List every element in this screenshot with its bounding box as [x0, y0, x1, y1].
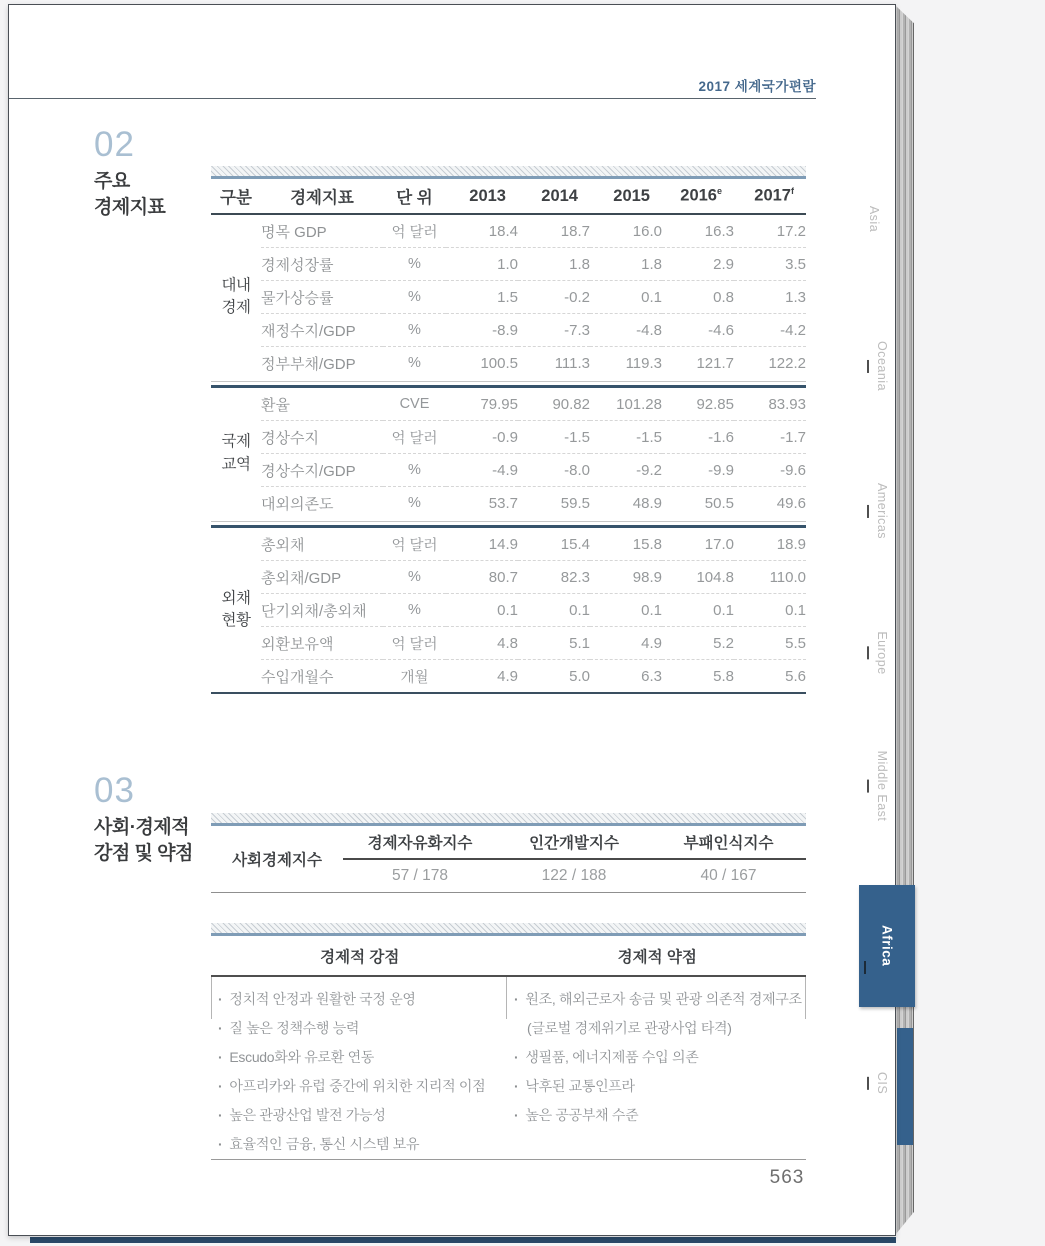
value-cell: 15.4 [560, 535, 590, 553]
indicator-label: 총외채 [261, 536, 305, 554]
value-cell: -4.9 [446, 454, 518, 487]
strength-item: · 높은 관광산업 발전 가능성 [218, 1101, 502, 1130]
socioeconomic-index-table [211, 813, 806, 893]
region-tab-africa [859, 885, 915, 1007]
value-cell: 92.85 [696, 395, 734, 413]
value-cell: 83.93 [768, 395, 806, 413]
table-row [211, 421, 806, 454]
value-cell: 5.8 [662, 660, 734, 694]
tab-label: Africa [879, 925, 895, 967]
value-cell: 5.2 [662, 627, 734, 660]
value-cell: 18.9 [776, 535, 806, 553]
value-cell: 4.9 [590, 627, 662, 660]
unit-label: 억 달러 [391, 224, 438, 241]
section-title-line2: 경제지표 [94, 197, 166, 218]
strength-item: · 효율적인 금융, 통신 시스템 보유 [218, 1130, 502, 1159]
indicator-label: 수입개월수 [261, 660, 383, 694]
index-value: 40 / 167 [700, 867, 757, 884]
value-cell: 0.8 [662, 281, 734, 314]
group-label: 대내 경제 [221, 276, 251, 316]
weakness-item: · 높은 공공부채 수준 [514, 1101, 804, 1130]
unit-label: % [383, 454, 446, 487]
unit-label: 억 달러 [383, 627, 446, 660]
value-cell: 5.6 [734, 660, 806, 694]
value-cell: 1.8 [518, 248, 590, 281]
value-cell: 104.8 [662, 561, 734, 594]
index-column-header: 부패인식지수 [651, 826, 806, 859]
indicator-label: 단기외채/총외채 [261, 594, 383, 627]
table-row [211, 487, 806, 520]
group-separator-line [211, 379, 806, 388]
value-cell: 82.3 [518, 561, 590, 594]
table-row [211, 388, 806, 421]
indicator-label: 재정수지/GDP [261, 314, 383, 347]
section-title-line2: 강점 및 약점 [94, 843, 193, 864]
value-cell: 0.1 [590, 594, 662, 627]
value-cell: 111.3 [518, 347, 590, 380]
region-tab-asia [867, 206, 881, 232]
unit-label: CVE [399, 396, 430, 412]
tab-tick-mark [867, 647, 869, 660]
tab-label: CIS [875, 1071, 889, 1095]
value-cell: 121.7 [662, 347, 734, 380]
tab-label: Americas [875, 482, 889, 540]
index-row-label: 사회경제지수 [232, 852, 322, 869]
strengths-header: 경제적 강점 [320, 949, 400, 966]
tab-label: Oceania [875, 340, 889, 392]
table-header-row [211, 179, 806, 214]
year-column-header: 2017$^f$ [734, 179, 806, 214]
year-column-header: 2015 [590, 179, 662, 214]
weakness-item: · 원조, 해외근로자 송금 및 관광 의존적 경제구조(글로벌 경제위기로 관광사업 타격) [514, 985, 804, 1043]
value-cell: 17.0 [704, 535, 734, 553]
value-cell: -4.2 [734, 314, 806, 347]
hatched-bar [211, 166, 806, 179]
tab-label: Middle East [875, 750, 889, 822]
strengths-weaknesses-header-row [211, 936, 806, 977]
index-header-row [211, 826, 806, 859]
weaknesses-header: 경제적 약점 [617, 949, 697, 966]
strength-item: · 아프리카와 유럽 중간에 위치한 지리적 이점 [218, 1072, 502, 1101]
unit-label: % [383, 487, 446, 520]
divider-stub [805, 977, 806, 1019]
table-row [211, 528, 806, 561]
value-cell: 5.0 [518, 660, 590, 694]
table-row [211, 347, 806, 380]
value-cell: 6.3 [590, 660, 662, 694]
table-row [211, 248, 806, 281]
indicator-label: 경제성장률 [261, 248, 383, 281]
value-cell: -4.8 [590, 314, 662, 347]
value-cell: 1.8 [590, 248, 662, 281]
value-cell: 3.5 [734, 248, 806, 281]
unit-label: 개월 [383, 660, 446, 694]
unit-label: % [383, 594, 446, 627]
group-separator [211, 519, 806, 528]
indicator-label: 경상수지/GDP [261, 454, 383, 487]
value-cell: -9.9 [662, 454, 734, 487]
index-column-header: 경제자유화지수 [343, 826, 497, 859]
header-rule [9, 98, 816, 99]
weakness-item: · 낙후된 교통인프라 [514, 1072, 804, 1101]
value-cell: 110.0 [734, 561, 806, 594]
tab-tick-mark [867, 505, 869, 518]
section-number-02: 02 [94, 125, 135, 164]
value-cell: 15.8 [632, 535, 662, 553]
indicator-label: 총외채/GDP [261, 561, 383, 594]
value-cell: 0.1 [446, 594, 518, 627]
unit-label: % [383, 347, 446, 380]
tab-tick-mark [867, 780, 869, 793]
table-row [211, 594, 806, 627]
value-cell: 122.2 [734, 347, 806, 380]
tab-tick-mark [867, 1077, 869, 1090]
group-label: 국제 교역 [221, 433, 251, 473]
region-tab-cis [867, 1072, 889, 1094]
value-cell: -9.2 [590, 454, 662, 487]
value-cell: 100.5 [446, 347, 518, 380]
column-header-group: 구분 [211, 179, 261, 214]
indicator-label: 명목 GDP [261, 223, 327, 241]
value-cell: 1.5 [446, 281, 518, 314]
unit-label: % [383, 314, 446, 347]
column-header-indicator: 경제지표 [261, 179, 383, 214]
value-cell: 119.3 [590, 347, 662, 380]
value-cell: 0.1 [662, 594, 734, 627]
strengths-weaknesses-content [211, 977, 806, 1159]
value-cell: 2.9 [662, 248, 734, 281]
strength-item: · 정치적 안정과 원활한 국정 운영 [218, 985, 502, 1014]
indicator-label: 외환보유액 [261, 627, 383, 660]
unit-label: % [383, 281, 446, 314]
value-cell: 50.5 [662, 487, 734, 520]
value-cell: 18.4 [488, 222, 518, 240]
value-cell: -7.3 [518, 314, 590, 347]
section-number-03: 03 [94, 771, 135, 810]
divider-stub [506, 977, 507, 1019]
year-column-header: 2014 [518, 179, 590, 214]
value-cell: -1.6 [662, 421, 734, 454]
value-cell: -0.2 [518, 281, 590, 314]
value-cell: 101.28 [616, 395, 662, 413]
value-cell: 49.6 [734, 487, 806, 520]
value-cell: 48.9 [590, 487, 662, 520]
unit-label: 억 달러 [383, 421, 446, 454]
tab-tick-mark [867, 360, 869, 373]
value-cell: 53.7 [446, 487, 518, 520]
table-row [211, 281, 806, 314]
group-separator [211, 379, 806, 388]
table-row [211, 561, 806, 594]
table-row [211, 660, 806, 694]
region-tab-middle-east [867, 751, 889, 822]
divider-stub [211, 977, 212, 1019]
value-cell: -1.5 [518, 421, 590, 454]
value-cell: 5.1 [518, 627, 590, 660]
section-title-line1: 주요 [94, 171, 130, 192]
indicator-label: 환율 [261, 396, 290, 414]
economic-indicators-table [211, 166, 806, 694]
indicator-label: 대외의존도 [261, 487, 383, 520]
value-cell: 79.95 [480, 395, 518, 413]
hatched-bar [211, 923, 806, 936]
book-edge-africa-tab-stripe [897, 1028, 913, 1145]
unit-label: % [383, 248, 446, 281]
region-tab-americas [867, 483, 889, 539]
unit-label: % [383, 561, 446, 594]
table-row [211, 627, 806, 660]
hatched-bar [211, 813, 806, 826]
value-cell: 0.1 [590, 281, 662, 314]
indicator-label: 정부부채/GDP [261, 347, 383, 380]
year-column-header: 2013 [446, 179, 518, 214]
value-cell: 90.82 [552, 395, 590, 413]
value-cell: 4.9 [446, 660, 518, 694]
section-title-social [94, 815, 193, 867]
section-title-economy [94, 169, 165, 221]
weaknesses-column [506, 985, 806, 1159]
value-cell: 0.1 [518, 594, 590, 627]
value-cell: 59.5 [518, 487, 590, 520]
value-cell: -4.6 [662, 314, 734, 347]
region-tab-oceania [867, 341, 889, 391]
strengths-column [211, 985, 506, 1159]
table-row [211, 454, 806, 487]
index-value: 122 / 188 [541, 867, 607, 884]
strength-item: · 질 높은 정책수행 능력 [218, 1014, 502, 1043]
indicator-label: 경상수지 [261, 421, 383, 454]
table-row [211, 214, 806, 248]
value-cell: 1.0 [446, 248, 518, 281]
index-column-header: 인간개발지수 [497, 826, 651, 859]
value-cell: 98.9 [590, 561, 662, 594]
value-cell: 0.1 [734, 594, 806, 627]
book-page [8, 4, 896, 1236]
value-cell: -0.9 [446, 421, 518, 454]
tab-label: Europe [875, 631, 889, 675]
value-cell: -9.6 [734, 454, 806, 487]
value-cell: 4.8 [446, 627, 518, 660]
year-column-header: 2016e [662, 179, 734, 214]
book-bottom-edge [30, 1237, 896, 1243]
value-cell: 80.7 [446, 561, 518, 594]
strengths-weaknesses-table [211, 923, 806, 1160]
table-row [211, 314, 806, 347]
tab-tick-mark [864, 961, 866, 974]
value-cell: 18.7 [560, 222, 590, 240]
weakness-item: · 생필품, 에너지제품 수입 의존 [514, 1043, 804, 1072]
value-cell: 5.5 [734, 627, 806, 660]
tab-label: Asia [867, 205, 881, 233]
index-value: 57 / 178 [391, 867, 449, 884]
book-title: 2017 세계국가편람 [698, 79, 816, 94]
value-cell: -8.9 [446, 314, 518, 347]
unit-label: 억 달러 [391, 537, 438, 554]
region-tab-europe [867, 631, 889, 674]
value-cell: 1.3 [734, 281, 806, 314]
group-label: 외채 현황 [221, 589, 251, 629]
value-cell: 16.3 [704, 222, 734, 240]
indicator-label: 물가상승률 [261, 281, 383, 314]
column-header-unit: 단 위 [383, 179, 446, 214]
strength-item: · Escudo화와 유로환 연동 [218, 1043, 502, 1072]
value-cell: -1.7 [734, 421, 806, 454]
value-cell: 14.9 [488, 535, 518, 553]
section-title-line1: 사회·경제적 [94, 817, 190, 838]
value-cell: -8.0 [518, 454, 590, 487]
value-cell: -1.5 [590, 421, 662, 454]
value-cell: 16.0 [632, 222, 662, 240]
value-cell: 17.2 [776, 222, 806, 240]
page-number: 563 [769, 1167, 805, 1188]
group-separator-line [211, 519, 806, 528]
